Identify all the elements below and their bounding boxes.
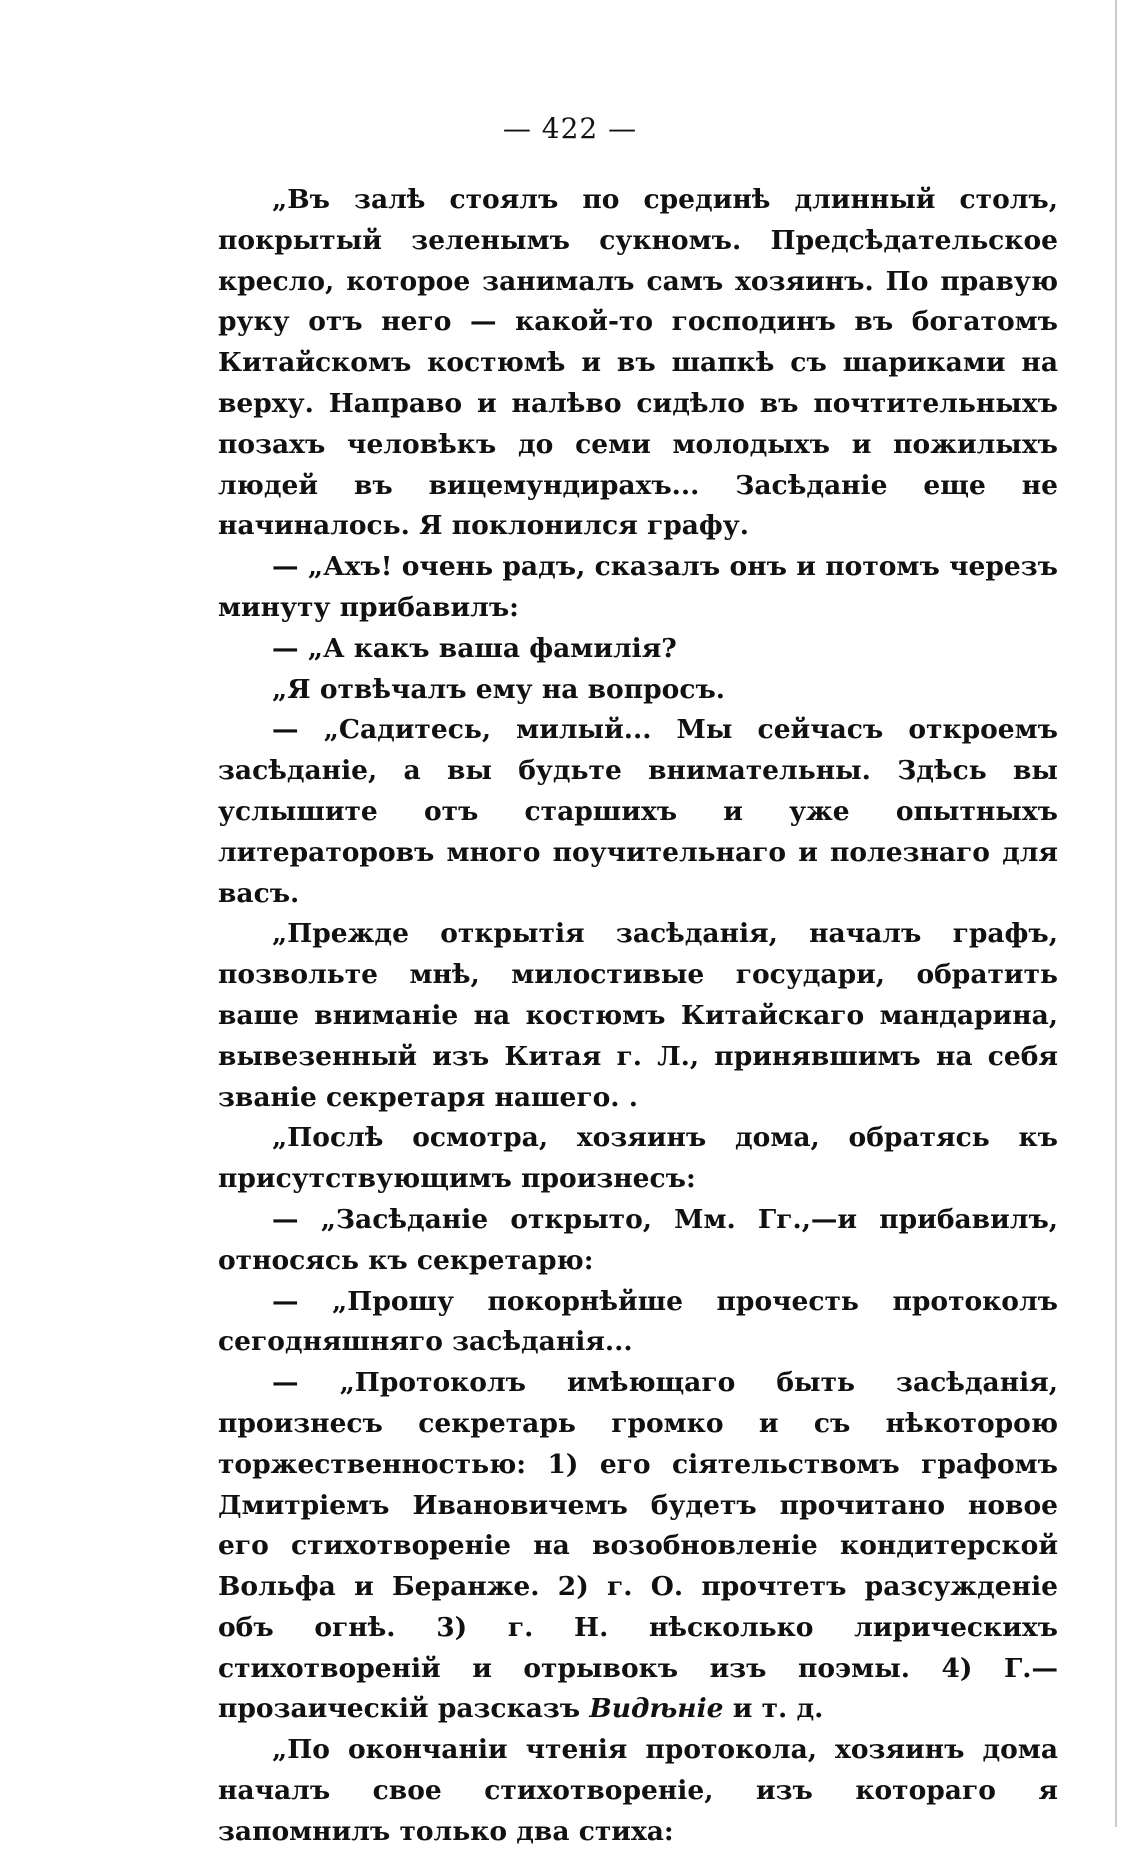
paragraph-7: „Послѣ осмотра, хозяинъ дома, обратясь къ присутствующимъ произнесъ: bbox=[218, 1122, 1058, 1195]
page-edge-line bbox=[1115, 0, 1117, 1827]
paragraph-2: — „Ахъ! очень радъ, сказалъ онъ и потомъ черезъ минуту прибавилъ: bbox=[218, 551, 1058, 623]
body-text bbox=[218, 180, 1058, 1853]
paragraph-9: — „Прошу покорнѣйше прочесть протоколъ сегодняшняго засѣданія... bbox=[218, 1285, 1058, 1358]
paragraph-5: — „Садитесь, милый... Мы сейчасъ откроемъ засѣданіе, а вы будьте внимательны. Здѣсь вы услышите отъ старшихъ и уже опытныхъ литераторовъ много поучительнаго и полезнаго для васъ. bbox=[218, 714, 1058, 909]
paragraph-10-text: — „Протоколъ имѣющаго быть засѣданія, произнесъ секретарь громко и съ нѣкоторою торжественностью: 1) его сіятельствомъ графомъ Дмитріемъ Ивановичемъ будетъ прочитано новое его стихотвореніе на возобновленіе кондитерской Вольфа и Беранже. 2) г. О. прочтетъ разсужденіе объ огнѣ. 3) г. Н. нѣсколько лирическихъ стихотвореній и отрывокъ изъ поэмы. 4) Г.—прозаическій разсказъ bbox=[218, 1367, 1058, 1725]
paragraph-8: — „Засѣданіе открыто, Мм. Гг.,—и прибавилъ, относясь къ секретарю: bbox=[218, 1203, 1058, 1276]
paragraph-4: „Я отвѣчалъ ему на вопросъ. bbox=[272, 673, 726, 705]
paragraph-3: — „А какъ ваша фамилія? bbox=[272, 632, 677, 664]
paragraph-10 bbox=[218, 1363, 1058, 1730]
italic-title: Видѣніе bbox=[589, 1693, 724, 1725]
paragraph-6: „Прежде открытія засѣданія, началъ графъ, позвольте мнѣ, милостивые государи, обратить ваше вниманіе на костюмъ Китайскаго мандарина, вывезенный изъ Китая г. Л., принявшимъ на себя званіе секретаря нашего. . bbox=[218, 918, 1058, 1113]
paragraph-11: „По окончаніи чтенія протокола, хозяинъ дома началъ свое стихотвореніе, изъ котораго я запомнилъ только два стиха: bbox=[218, 1734, 1058, 1847]
paragraph-1: „Въ залѣ стоялъ по срединѣ длинный столъ, покрытый зеленымъ сукномъ. Предсѣдательское кресло, которое занималъ самъ хозяинъ. По правую руку отъ него — какой-то господинъ въ богатомъ Китайскомъ костюмѣ и въ шапкѣ съ шариками на верху. Направо и налѣво сидѣло въ почтительныхъ позахъ человѣкъ до семи молодыхъ и пожилыхъ людей въ вицемундирахъ... Засѣданіе еще не начиналось. Я поклонился графу. bbox=[218, 184, 1058, 542]
paragraph-10-tail: и т. д. bbox=[723, 1693, 824, 1725]
page-number: — 422 — bbox=[502, 112, 638, 145]
